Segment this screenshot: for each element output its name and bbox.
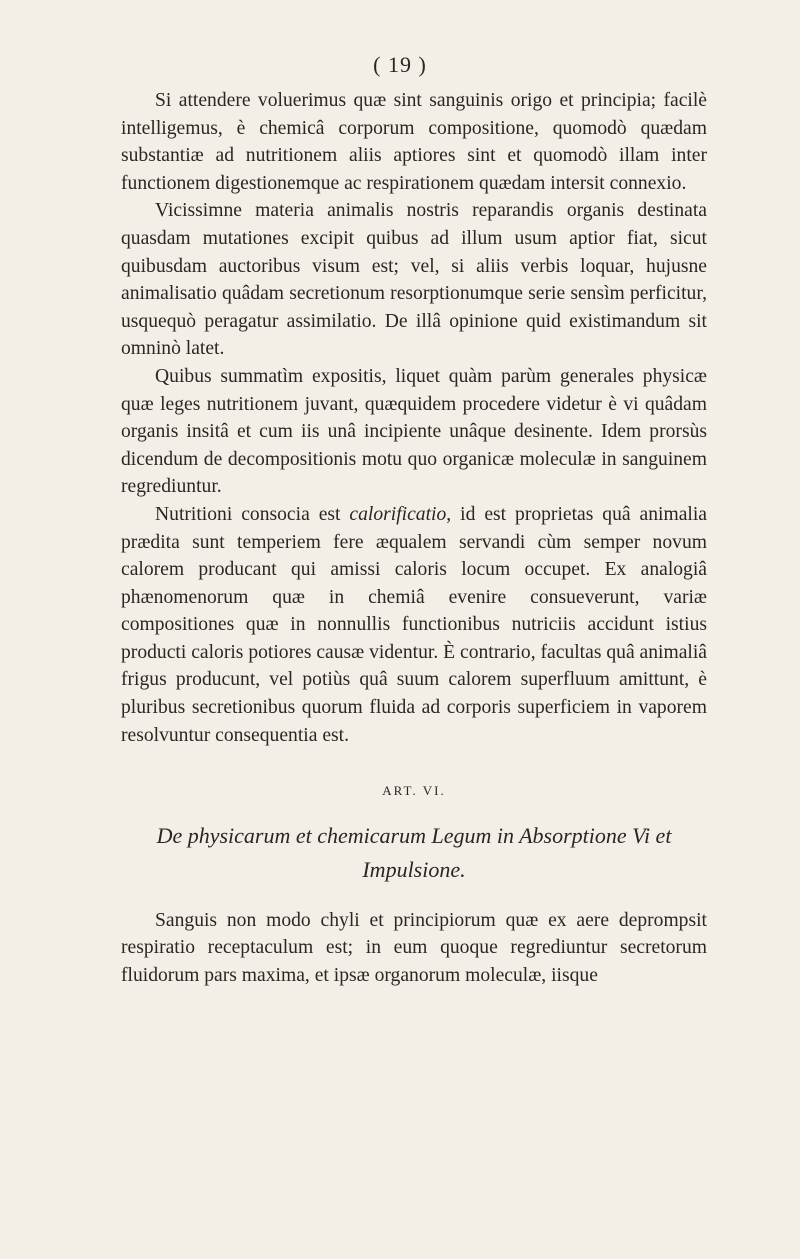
paragraph-3: Quibus summatìm expositis, liquet quàm parùm generales physicæ quæ leges nutritionem juvant, quæquidem procedere videtur è vi quâdam organis insitâ et cum iis unâ incipiente unâque desinente. Idem prorsùs dicendum de decompositionis motu quo organicæ moleculæ in sanguinem regrediuntur. [121,365,707,498]
paragraph-4-rest: , id est proprietas quâ animalia prædita sunt temperiem fere æqualem servandi cùm semper novum calorem producant qui amissi caloris locum occupet. Ex analogiâ phænomenorum quæ in chemiâ evenire consueverunt, variæ compositiones quæ in nonnullis functionibus nutriciis accidunt istius producti caloris potiores causæ videntur. È contrario, facultas quâ animaliâ frigus producunt, vel potiùs quâ suum calorem superfluum amittunt, è pluribus secretionibus quorum fluida ad corporis superficiem in vaporem resolvuntur consequentia est. [121,503,707,746]
article-label: ART. VI. [382,783,446,799]
article-heading: De physicarum et chemicarum Legum in Absorptione Vi et Impulsione. [156,822,672,882]
page-number: ( 19 ) [373,52,427,77]
paragraph-4-term: calorificatio [349,503,447,525]
paragraph-4-lead: Nutritioni consocia est [155,503,350,525]
paragraph-4 [121,501,707,749]
paragraph-5: Sanguis non modo chyli et principiorum quæ ex aere deprompsit respiratio receptaculum est; in eum quoque regrediuntur secretorum fluidorum pars maxima, et ipsæ organorum moleculæ, iisque [121,909,707,987]
paragraph-1: Si attendere voluerimus quæ sint sanguinis origo et principia; facilè intelligemus, è chemicâ corporum compositione, quomodò quædam substantiæ ad nutritionem aliis aptiores sint et quomodò illam inter functionem digestionemque ac respirationem quædam intersit connexio. [121,90,707,194]
paragraph-2: Vicissimne materia animalis nostris reparandis organis destinata quasdam mutationes excipit quibus ad illum usum aptior fiat, sicut quibusdam auctoribus visum est; vel, si aliis verbis loquar, hujusne animalisatio quâdam secretionum resorptionumque serie sensìm perficitur, usquequò peragatur assimilatio. De illâ opinione quid existimandum sit omninò latet. [121,200,707,360]
page-body [121,87,707,990]
